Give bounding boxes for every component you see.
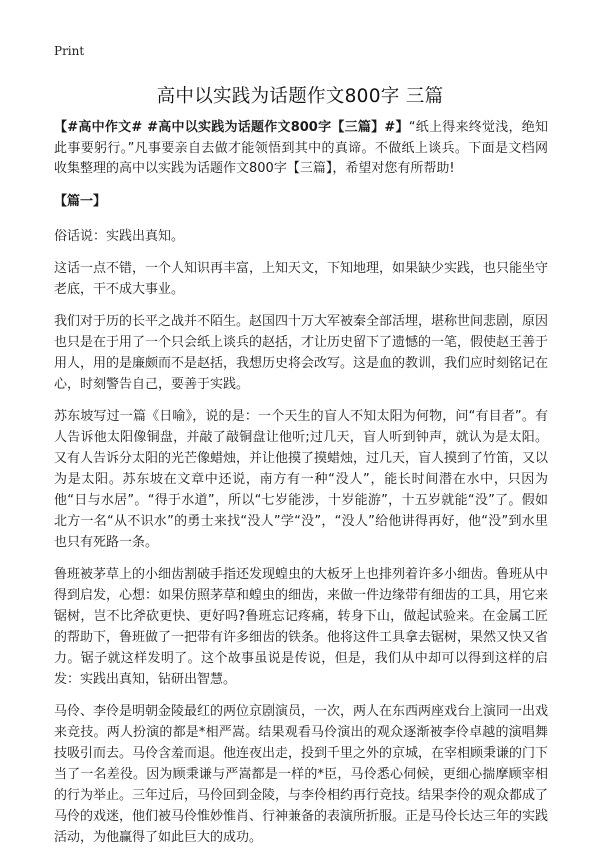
print-label[interactable]: Print xyxy=(54,44,85,58)
intro-tags: 【#高中作文# #高中以实践为话题作文800字【三篇】#】 xyxy=(54,120,409,135)
page-title: 高中以实践为话题作文800字 三篇 xyxy=(156,86,444,107)
paragraph: 马伶、李伶是明朝金陵最红的两位京剧演员，一次，两人在东西两座戏台上演同一出戏来竞技。两人扮演的都是*相严嵩。结果观看马伶演出的观众逐渐被李伶卓越的演唱舞技吸引而去。马伶含羞而退。他连夜出走，投到千里之外的京城，在宰相顾秉谦的门下当了一名差役。因为顾秉谦与严嵩都是一样的*臣，马伶悉心伺候，更细心揣摩顾宰相的行为举止。三年过后，马伶回到金陵，与李伶相约再行竞技。结果李伶的观众都成了马伶的戏迷，他们被马伶惟妙惟肖、行神兼备的表演所折服。正是马伶长达三年的实践活动，为他赢得了如此巨大的成功。 xyxy=(54,703,549,845)
article-body xyxy=(54,118,548,859)
paragraph: 这话一点不错，一个人知识再丰富，上知天文，下知地理，如果缺少实践，也只能坐守老底，干不成大事业。 xyxy=(54,260,549,297)
paragraph: 我们对于历的长平之战并不陌生。赵国四十万大军被秦全部活埋，堪称世间悲剧，原因也只是在于用了一个只会纸上谈兵的赵括，才让历史留下了遗憾的一笔，假使赵王善于用人，用的是廉颇而不是赵括，我想历史将会改写。这是血的教训，我们应时刻铭记在心，时刻警告自己，要善于实践。 xyxy=(54,313,549,392)
paragraph: 苏东坡写过一篇《日喻》，说的是：一个天生的盲人不知太阳为何物，问“有目者”。有人告诉他太阳像铜盘，并敲了敲铜盘让他听;过几天，盲人听到钟声，就认为是太阳。又有人告诉分太阳的光芒像蜡烛，并让他摸了摸蜡烛，过几天，盲人摸到了竹笛，又以为是太阳。苏东坡在文章中还说，南方有一种“没人”，能长时间潜在水中，只因为他“日与水居”。“得于水道”，所以“七岁能涉，十岁能游”，十五岁就能“没”了。假如北方一名“从不识水”的勇士来找“没人”学“没”，“没人”给他讲得再好，他“没”到水里也只有死路一条。 xyxy=(54,408,549,550)
paragraph: 鲁班被茅草上的小细齿割破手指还发现蝗虫的大板牙上也排列着许多小细齿。鲁班从中得到启发，心想：如果仿照茅草和蝗虫的细齿，来做一件边缘带有细齿的工具，用它来锯树，岂不比斧砍更快、更好吗?鲁班忘记疼痛，转身下山，做起试验来。在金属工匠的帮助下，鲁班做了一把带有许多细齿的铁条。他将这件工具拿去锯树，果然又快又省力。锯子就这样发明了。这个故事虽说是传说，但是，我们从中却可以得到这样的启发：实践出真知，钻研出智慧。 xyxy=(54,566,549,687)
paragraph: 俗话说：实践出真知。 xyxy=(54,228,185,244)
intro-text: “纸上得来终觉浅，绝知此事要躬行。”凡事要亲自去做才能领悟到其中的真谛。不做纸上谈兵。下面是文档网收集整理的高中以实践为话题作文800字【三篇】，希望对您有所帮助! xyxy=(54,120,548,176)
intro-paragraph xyxy=(54,118,548,180)
section-heading: 【篇一】 xyxy=(54,193,107,209)
